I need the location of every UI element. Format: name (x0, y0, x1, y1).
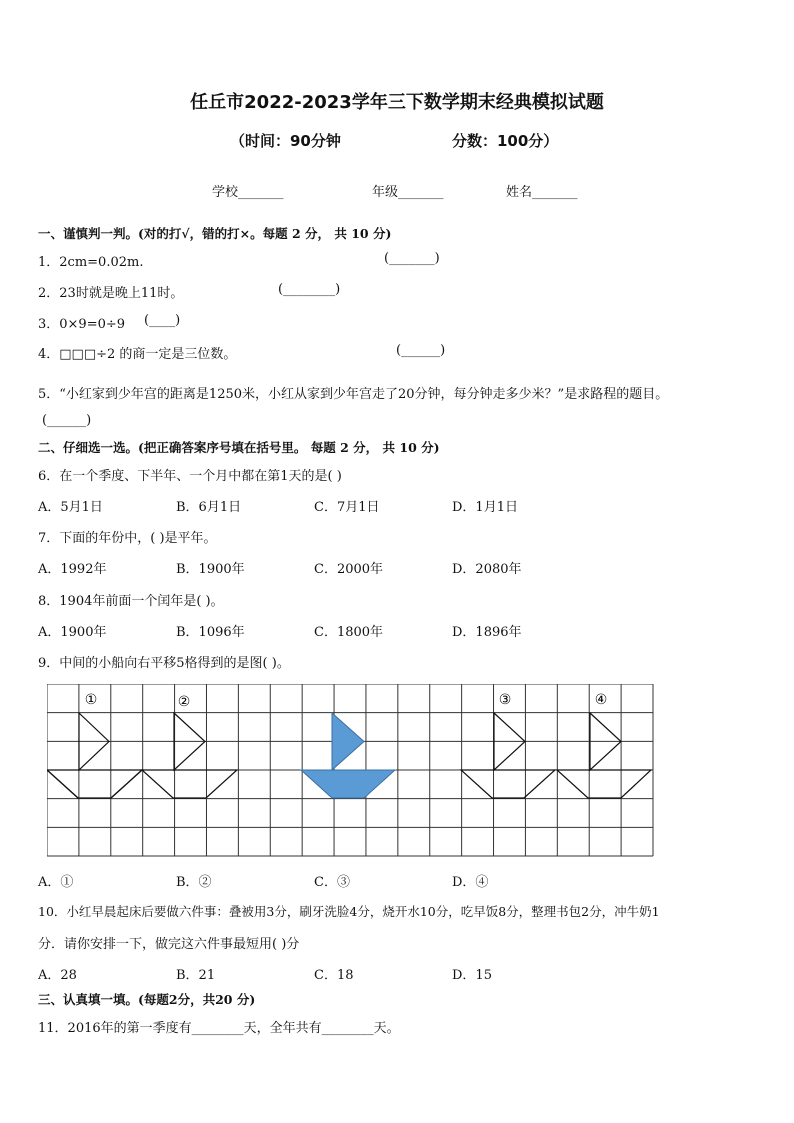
boat-figure-1 (47, 713, 142, 798)
boat-figure-2 (142, 713, 237, 798)
q8-option-b[interactable]: B．1096年 (176, 625, 245, 640)
question-8: 8．1904年前面一个闰年是( )。 (38, 594, 224, 609)
question-11: 11．2016年的第一季度有________天，全年共有________天。 (38, 1021, 400, 1036)
q6-option-c[interactable]: C．7月1日 (314, 500, 380, 515)
figure-label-2: ② (177, 694, 191, 710)
boat-translation-grid (47, 684, 657, 859)
question-4: 4．□□□÷2 的商一定是三位数。 (38, 347, 237, 362)
boat-figure-3 (461, 713, 555, 798)
q6-option-d[interactable]: D．1月1日 (452, 500, 518, 515)
question-10-line-2: 分．请你安排一下，做完这六件事最短用( )分 (38, 937, 300, 952)
name-field[interactable]: 姓名_______ (506, 185, 578, 200)
section-2-heading: 二、仔细选一选。(把正确答案序号填在括号里。 每题 2 分， 共 10 分) (38, 440, 440, 455)
page-title: 任丘市2022-2023学年三下数学期末经典模拟试题 (190, 92, 604, 113)
answer-blank-4[interactable]: (______) (396, 343, 446, 358)
answer-blank-3[interactable]: (____) (144, 313, 181, 328)
question-7: 7．下面的年份中，( )是平年。 (38, 531, 217, 546)
question-2: 2．23时就是晚上11时。 (38, 286, 184, 301)
question-10-line-1: 10．小红早晨起床后要做六件事：叠被用3分，刷牙洗脸4分，烧开水10分，吃早饭8分，整理书包2分，冲牛奶1 (38, 904, 660, 919)
q9-option-d[interactable]: D．④ (452, 875, 489, 890)
exam-score: 分数：100分） (452, 132, 559, 150)
q9-option-c[interactable]: C．③ (314, 875, 350, 890)
figure-label-1: ① (84, 692, 98, 708)
q7-option-b[interactable]: B．1900年 (176, 562, 245, 577)
q10-option-b[interactable]: B．21 (176, 968, 216, 983)
q6-option-b[interactable]: B．6月1日 (176, 500, 242, 515)
q8-option-c[interactable]: C．1800年 (314, 625, 384, 640)
grade-field[interactable]: 年级_______ (372, 185, 444, 200)
figure-label-3: ③ (498, 692, 512, 708)
q7-option-a[interactable]: A．1992年 (38, 562, 107, 577)
q7-option-c[interactable]: C．2000年 (314, 562, 384, 577)
q10-option-a[interactable]: A．28 (38, 968, 77, 983)
section-3-heading: 三、认真填一填。(每题2分，共20 分) (38, 992, 256, 1007)
question-1: 1．2cm=0.02m. (38, 255, 144, 270)
question-3: 3．0×9=0÷9 (38, 317, 126, 332)
q6-option-a[interactable]: A．5月1日 (38, 500, 103, 515)
q8-option-a[interactable]: A．1900年 (38, 625, 107, 640)
school-field[interactable]: 学校_______ (212, 185, 284, 200)
answer-blank-1[interactable]: (_______) (384, 251, 440, 266)
q7-option-d[interactable]: D．2080年 (452, 562, 522, 577)
exam-time: （时间：90分钟 (230, 132, 341, 150)
section-1-heading: 一、谨慎判一判。(对的打√，错的打×。每题 2 分， 共 10 分) (38, 226, 392, 241)
boat-figure-4 (557, 713, 651, 798)
figure-label-4: ④ (594, 692, 608, 708)
q10-option-c[interactable]: C．18 (314, 968, 354, 983)
question-5: 5．“小红家到少年宫的距离是1250米，小红从家到少年宫走了20分钟，每分钟走多少米？”是求路程的题目。 (38, 387, 669, 402)
question-9: 9．中间的小船向右平移5格得到的是图( )。 (38, 656, 290, 671)
boat-figure-middle (301, 713, 395, 798)
q8-option-d[interactable]: D．1896年 (452, 625, 522, 640)
q9-option-a[interactable]: A．① (38, 875, 74, 890)
answer-blank-5[interactable]: (______) (42, 413, 92, 428)
q10-option-d[interactable]: D．15 (452, 968, 492, 983)
answer-blank-2[interactable]: (________) (278, 282, 341, 297)
question-6: 6．在一个季度、下半年、一个月中都在第1天的是( ) (38, 469, 342, 484)
q9-option-b[interactable]: B．② (176, 875, 212, 890)
